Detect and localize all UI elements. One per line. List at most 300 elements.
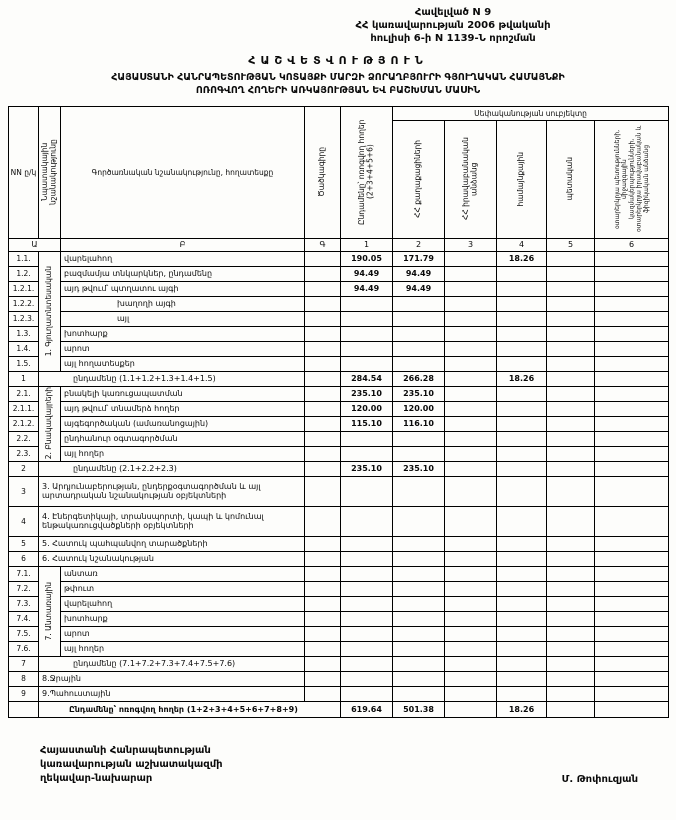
cell-c5 [547,686,595,701]
row-label: այլ հողեր [61,446,305,461]
row-label: խոտհարք [61,611,305,626]
cell-c6 [595,686,669,701]
cell-c3 [445,656,497,671]
section-label: 2. Բնակավայրերի [39,386,61,461]
section-label: 1. Գյուղատնտեսական [39,251,61,371]
cell-code [305,431,341,446]
cell-c2 [393,326,445,341]
cell-code [305,566,341,581]
appendix-block [238,6,668,45]
cell-c4 [497,296,547,311]
cell-c3 [445,281,497,296]
table-row [9,566,669,581]
cell-code [305,401,341,416]
cell-c1: 120.00 [341,401,393,416]
row-label: 5. Հատուկ պահպանվող տարածքների [39,536,305,551]
cell-c6 [595,401,669,416]
row-number: 4 [9,506,39,536]
cell-c5 [547,251,595,266]
cell-c6 [595,386,669,401]
cell-c4 [497,596,547,611]
row-label: բնակելի կառուցապատման [61,386,305,401]
cell-c5 [547,326,595,341]
table-row [9,611,669,626]
cell-c6 [595,671,669,686]
row-number: 7.5. [9,626,39,641]
cell-c2 [393,566,445,581]
table-row [9,281,669,296]
cell-c1 [341,686,393,701]
row-label: այդ թվում՝ տնամերձ հողեր [61,401,305,416]
cell-c6 [595,476,669,506]
cell-c6 [595,356,669,371]
row-number: 1.4. [9,341,39,356]
cell-c1: 190.05 [341,251,393,266]
table-row [9,626,669,641]
cell-c6 [595,296,669,311]
cell-c6 [595,431,669,446]
cell-c1 [341,431,393,446]
cell-c4 [497,476,547,506]
row-label: այլ [61,311,305,326]
cell-c1: 619.64 [341,701,393,717]
table-row [9,536,669,551]
letter-col-1: 1 [341,238,393,251]
cell-c6 [595,626,669,641]
cell-c6 [595,326,669,341]
cell-c1 [341,311,393,326]
row-number: 5 [9,536,39,551]
cell-c4 [497,656,547,671]
cell-c3 [445,431,497,446]
cell-c3 [445,626,497,641]
cell-code [305,581,341,596]
cell-c3 [445,596,497,611]
header-total: Ընդամենը՝ ոռոգվող հողեր (2+3+4+5+6) [341,106,393,238]
cell-c3 [445,251,497,266]
cell-c4 [497,461,547,476]
table-row [9,656,669,671]
cell-c3 [445,296,497,311]
cell-c4 [497,341,547,356]
cell-c1 [341,536,393,551]
header-nn: NN ը/կ [9,106,39,238]
cell-c6 [595,371,669,386]
cell-c6 [595,416,669,431]
signatory-line-2: կառավարության աշխատակազմի [40,758,223,770]
row-number: 7.4. [9,611,39,626]
letter-col-6: 6 [595,238,669,251]
page-title: ՀԱՇՎԵՏՎՈՒԹՅՈՒՆ [248,54,428,67]
cell-c6 [595,311,669,326]
appendix-number: Հավելված N 9 [414,7,492,18]
letter-a: Ա [9,238,61,251]
row-number: 7.6. [9,641,39,656]
cell-c1: 94.49 [341,266,393,281]
cell-c6 [595,461,669,476]
cell-code [305,341,341,356]
subtitle-line-1: ՀԱՅԱՍՏԱՆԻ ՀԱՆՐԱՊԵՏՈՒԹՅԱՆ ԿՈՏԱՅՔԻ ՄԱՐԶԻ ՁՈՐԱՂԲՅՈՒՐԻ ԳՅՈՒՂԱԿԱՆ ՀԱՄԱՅՆՔԻ [111,72,565,83]
cell-c4 [497,401,547,416]
cell-c2 [393,551,445,566]
cell-c4 [497,416,547,431]
cell-c4 [497,326,547,341]
cell-c3 [445,266,497,281]
cell-code [305,386,341,401]
cell-c1 [341,341,393,356]
footer [8,744,668,786]
table-row [9,416,669,431]
signatory-title [40,744,223,786]
cell-c6 [595,641,669,656]
cell-code [305,266,341,281]
cell-c4 [497,356,547,371]
cell-c4 [497,536,547,551]
row-number: 2.1.2. [9,416,39,431]
cell-c3 [445,506,497,536]
table-row [9,431,669,446]
cell-c4 [497,386,547,401]
row-number: 6 [9,551,39,566]
cell-c5 [547,626,595,641]
cell-code [305,281,341,296]
cell-c6 [595,266,669,281]
cell-c5 [547,281,595,296]
cell-code [305,686,341,701]
cell-c4 [497,266,547,281]
cell-c4 [497,671,547,686]
cell-c4 [497,506,547,536]
cell-c2: 120.00 [393,401,445,416]
row-label: թփուտ [61,581,305,596]
cell-c4 [497,446,547,461]
cell-c6 [595,566,669,581]
cell-c5 [547,401,595,416]
row-number: 2.2. [9,431,39,446]
cell-code [305,536,341,551]
cell-c2 [393,536,445,551]
row-label: ընդամենը (7.1+7.2+7.3+7.4+7.5+7.6) [39,656,305,671]
cell-c2 [393,671,445,686]
section-label: 7. Անտառային [39,566,61,656]
cell-c4: 18.26 [497,251,547,266]
cell-code [305,656,341,671]
cell-c2 [393,296,445,311]
cell-c6 [595,536,669,551]
row-number: 8 [9,671,39,686]
report-table [8,106,669,718]
cell-c5 [547,266,595,281]
cell-code [305,626,341,641]
cell-c5 [547,701,595,717]
table-row [9,671,669,686]
header-foreign: օտարերկրյա պետությունների, միջազգային կազմակերպությունների, օտարերկրյա իրավաբանական և ֆիզիկական անձանց [595,120,669,238]
cell-c6 [595,656,669,671]
cell-c2: 266.28 [393,371,445,386]
row-label: խաղողի այգի [61,296,305,311]
cell-c1: 235.10 [341,386,393,401]
cell-c4: 18.26 [497,371,547,386]
cell-c3 [445,476,497,506]
cell-c4 [497,626,547,641]
table-row [9,461,669,476]
cell-code [305,311,341,326]
header-code: Ծածկագիրը [305,106,341,238]
letter-b: Բ [61,238,305,251]
row-label: 4. Էներգետիկայի, տրանսպորտի, կապի և կոմունալ ենթակառուցվածքների օբյեկտների [39,506,305,536]
cell-c3 [445,401,497,416]
cell-c5 [547,446,595,461]
table-row [9,581,669,596]
cell-c2 [393,596,445,611]
decree-line-1: ՀՀ կառավարության 2006 թվականի [355,20,551,31]
cell-c2 [393,446,445,461]
cell-c3 [445,566,497,581]
cell-code [305,446,341,461]
cell-c3 [445,611,497,626]
cell-c3 [445,416,497,431]
cell-c1 [341,506,393,536]
cell-c1: 94.49 [341,281,393,296]
row-number: 1 [9,371,39,386]
cell-c1 [341,446,393,461]
cell-code [305,506,341,536]
decree-line-2: հուլիսի 6-ի N 1139-Ն որոշման [370,33,536,44]
cell-c1 [341,581,393,596]
cell-code [305,416,341,431]
cell-c1 [341,296,393,311]
row-number: 2.1. [9,386,39,401]
cell-c5 [547,311,595,326]
row-number: 1.2. [9,266,39,281]
row-label: արոտ [61,626,305,641]
cell-c4 [497,581,547,596]
header-community: համայնքային [497,120,547,238]
table-row [9,356,669,371]
row-label: խոտհարք [61,326,305,341]
cell-c2: 235.10 [393,386,445,401]
cell-c1 [341,656,393,671]
row-number: 3 [9,476,39,506]
cell-c1 [341,626,393,641]
cell-c5 [547,386,595,401]
row-number: 1.5. [9,356,39,371]
signature-name: Մ. Թոփուզյան [561,773,638,785]
cell-c2 [393,311,445,326]
cell-c1: 284.54 [341,371,393,386]
cell-c4: 18.26 [497,701,547,717]
cell-code [305,371,341,386]
cell-c5 [547,506,595,536]
cell-c5 [547,431,595,446]
table-row [9,701,669,717]
row-number: 2.1.1. [9,401,39,416]
cell-c6 [595,611,669,626]
cell-c5 [547,476,595,506]
cell-c2: 94.49 [393,266,445,281]
cell-c5 [547,656,595,671]
cell-c5 [547,596,595,611]
table-row [9,371,669,386]
cell-c3 [445,311,497,326]
row-label: այդ թվում՝ պտղատու այգի [61,281,305,296]
row-number: 9 [9,686,39,701]
cell-c4 [497,566,547,581]
cell-c5 [547,566,595,581]
cell-c1 [341,611,393,626]
row-label: վարելահող [61,251,305,266]
row-label: այլ հողեր [61,641,305,656]
cell-c5 [547,611,595,626]
row-number: 7.3. [9,596,39,611]
cell-c4 [497,611,547,626]
header-legal-entities: ՀՀ իրավաբանական անձանց [445,120,497,238]
cell-c6 [595,506,669,536]
table-row [9,251,669,266]
cell-code [305,476,341,506]
cell-code [305,356,341,371]
cell-c2 [393,656,445,671]
row-number: 7.2. [9,581,39,596]
cell-c5 [547,581,595,596]
table-row [9,596,669,611]
cell-c1: 115.10 [341,416,393,431]
row-number: 7.1. [9,566,39,581]
table-row [9,506,669,536]
cell-code [305,296,341,311]
letter-col-5: 5 [547,238,595,251]
table-row [9,341,669,356]
table-row [9,386,669,401]
cell-c3 [445,641,497,656]
cell-c1 [341,551,393,566]
cell-c6 [595,251,669,266]
table-row [9,326,669,341]
row-label: 6. Հատուկ նշանակության [39,551,305,566]
row-number: 2.3. [9,446,39,461]
cell-c6 [595,701,669,717]
subtitle-line-2: ՈՌՈԳՎՈՂ ՀՈՂԵՐԻ ԱՌԿԱՅՈՒԹՅԱՆ ԵՎ ԲԱՇԽՄԱՆ ՄԱՍԻՆ [195,84,481,96]
cell-c1 [341,671,393,686]
cell-c5 [547,671,595,686]
cell-c3 [445,461,497,476]
cell-c3 [445,371,497,386]
cell-c3 [445,386,497,401]
table-row [9,551,669,566]
table-row [9,476,669,506]
cell-c2 [393,641,445,656]
header-purpose: Նպատակային նշանակությունը [39,106,61,238]
table-row [9,296,669,311]
cell-c5 [547,551,595,566]
cell-c4 [497,431,547,446]
signatory-line-1: Հայաստանի Հանրապետության [40,744,211,756]
page-subtitle [8,72,668,98]
cell-code [305,251,341,266]
letter-col-4: 4 [497,238,547,251]
letter-g: Գ [305,238,341,251]
table-row [9,641,669,656]
cell-c6 [595,551,669,566]
row-label: Ընդամենը՝ ոռոգվող հողեր (1+2+3+4+5+6+7+8+9) [39,701,341,717]
cell-c5 [547,641,595,656]
cell-c3 [445,551,497,566]
cell-c2: 501.38 [393,701,445,717]
cell-c6 [595,281,669,296]
row-number: 1.2.1. [9,281,39,296]
cell-c5 [547,356,595,371]
table-row [9,266,669,281]
cell-c1: 235.10 [341,461,393,476]
cell-c4 [497,311,547,326]
row-label: այգեգործական (ամառանոցային) [61,416,305,431]
cell-c3 [445,671,497,686]
cell-code [305,596,341,611]
signatory-line-3: ղեկավար-նախարար [40,772,153,784]
cell-code [305,326,341,341]
cell-c5 [547,536,595,551]
row-number: 1.2.2. [9,296,39,311]
row-label: այլ հողատեսքեր [61,356,305,371]
cell-c2: 116.10 [393,416,445,431]
row-number: 2 [9,461,39,476]
cell-c5 [547,296,595,311]
cell-c3 [445,341,497,356]
cell-c4 [497,281,547,296]
row-number: 1.2.3. [9,311,39,326]
row-label: ընդամենը (2.1+2.2+2.3) [39,461,305,476]
cell-c4 [497,641,547,656]
cell-c1 [341,326,393,341]
row-label: ընդամենը (1.1+1.2+1.3+1.4+1.5) [39,371,305,386]
row-label: 3. Արդյունաբերության, ընդերքօգտագործման և այլ արտադրական նշանակության օբյեկտների [39,476,305,506]
row-label: 8.Ջրային [39,671,305,686]
cell-c1 [341,356,393,371]
cell-c2 [393,581,445,596]
header-state: պետական [547,120,595,238]
row-label: վարելահող [61,596,305,611]
cell-c1 [341,476,393,506]
letter-col-2: 2 [393,238,445,251]
row-number: 1.3. [9,326,39,341]
row-label: 9.Պահուստային [39,686,305,701]
row-label: բազմամյա տնկարկներ, ընդամենը [61,266,305,281]
cell-c2 [393,341,445,356]
cell-c3 [445,581,497,596]
row-label: արոտ [61,341,305,356]
header-functional: Գործառնական նշանակությունը, հողատեսքը [61,106,305,238]
letter-col-3: 3 [445,238,497,251]
cell-c2 [393,686,445,701]
table-body [9,251,669,717]
cell-code [305,611,341,626]
cell-c1 [341,596,393,611]
row-label: անտառ [61,566,305,581]
row-number: 7 [9,656,39,671]
cell-c5 [547,371,595,386]
cell-code [305,671,341,686]
row-number: 1.1. [9,251,39,266]
cell-c3 [445,536,497,551]
cell-c3 [445,326,497,341]
table-row [9,311,669,326]
cell-c2: 94.49 [393,281,445,296]
cell-c6 [595,581,669,596]
cell-c2 [393,356,445,371]
table-row [9,446,669,461]
cell-c1 [341,566,393,581]
cell-c2: 235.10 [393,461,445,476]
